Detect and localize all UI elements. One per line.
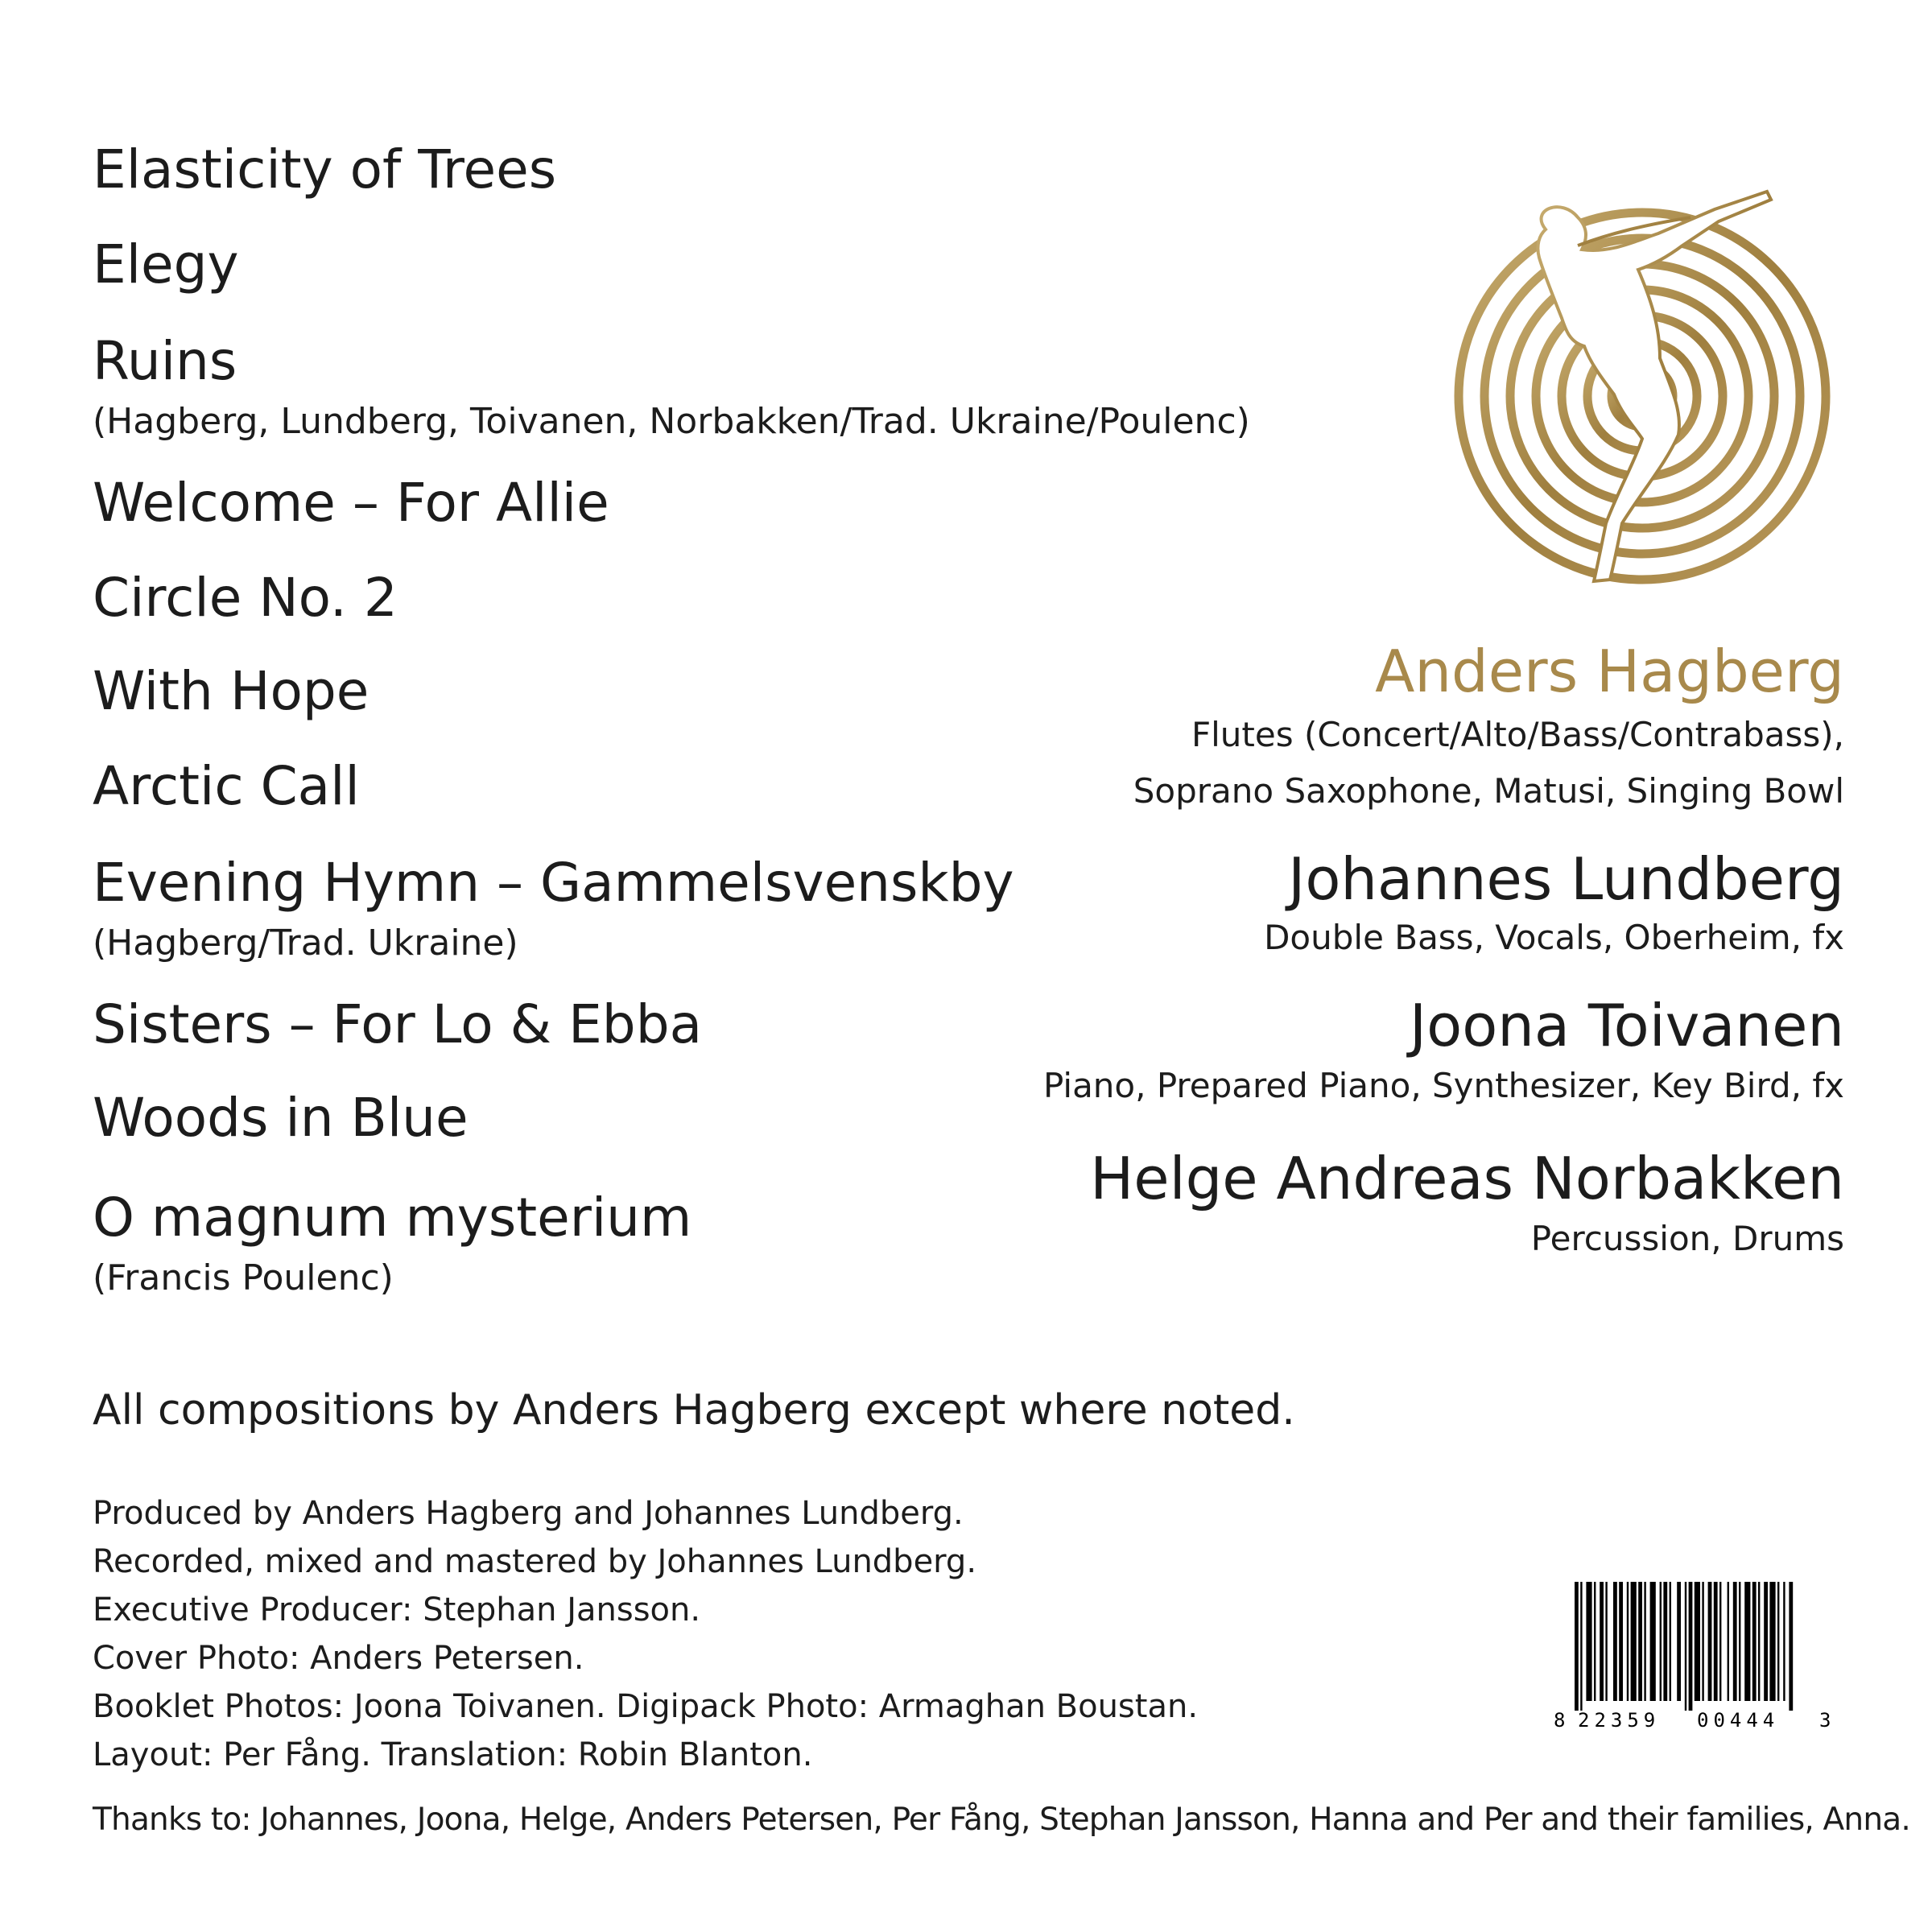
musician-instruments: Soprano Saxophone, Matusi, Singing Bowl [1133, 771, 1844, 811]
musician-johannes-lundberg [1264, 845, 1844, 966]
musician-name: Anders Hagberg [1375, 638, 1844, 705]
barcode-bar [1744, 1582, 1750, 1701]
barcode-bar [1689, 1582, 1693, 1711]
track-credit: (Hagberg/Trad. Ukraine) [93, 923, 518, 964]
musician-joona-toivanen [1043, 992, 1844, 1114]
barcode-bar [1752, 1582, 1757, 1701]
barcode-bar [1627, 1582, 1629, 1701]
track-credit: (Francis Poulenc) [93, 1257, 394, 1298]
track-item [93, 660, 369, 722]
musician-helge-norbakken [1090, 1145, 1844, 1267]
barcode-bar [1739, 1582, 1740, 1701]
barcode-bar [1644, 1582, 1645, 1701]
barcode-bar [1764, 1582, 1768, 1701]
track-title: Ruins [93, 330, 237, 392]
barcode-bar [1660, 1582, 1662, 1701]
track-item [93, 233, 239, 295]
track-title: Woods in Blue [93, 1087, 469, 1149]
barcode-bar [1605, 1582, 1607, 1701]
barcode-bar [1650, 1582, 1656, 1701]
barcode-bar [1728, 1582, 1729, 1701]
barcode-bar [1670, 1582, 1671, 1701]
track-item [93, 138, 557, 200]
barcode-bar [1677, 1582, 1681, 1701]
barcode-bar [1695, 1582, 1700, 1701]
production-credits [93, 1489, 1198, 1779]
musician-instruments: Flutes (Concert/Alto/Bass/Contrabass), [1191, 715, 1844, 754]
barcode-bar [1613, 1582, 1617, 1701]
barcode-right-digits: 00444 [1697, 1709, 1780, 1731]
musician-name: Helge Andreas Norbakken [1090, 1145, 1844, 1212]
barcode-bar [1594, 1582, 1596, 1701]
musician-instruments: Double Bass, Vocals, Oberheim, fx [1264, 918, 1844, 957]
barcode-bars [1575, 1582, 1793, 1711]
barcode-bar [1619, 1582, 1623, 1701]
barcode-bar [1777, 1582, 1779, 1701]
credit-line: Produced by Anders Hagberg and Johannes Lundberg. [93, 1495, 964, 1532]
track-item [93, 1087, 469, 1149]
track-title: O magnum mysterium [93, 1187, 692, 1249]
barcode-bar [1708, 1582, 1712, 1701]
track-item [93, 472, 609, 534]
barcode-bar [1733, 1582, 1737, 1701]
barcode-bar [1758, 1582, 1760, 1701]
credit-line: Layout: Per Fång. Translation: Robin Blanton. [93, 1736, 813, 1773]
track-item [93, 567, 398, 629]
credit-line: Recorded, mixed and mastered by Johannes Lundberg. [93, 1543, 977, 1580]
track-title: With Hope [93, 660, 369, 722]
track-item [93, 1187, 692, 1298]
track-title: Circle No. 2 [93, 567, 398, 629]
thanks-line: Thanks to: Johannes, Joona, Helge, Anders Petersen, Per Fång, Stephan Jansson, Hanna and Per and their families, Anna. [93, 1802, 1910, 1838]
barcode-bar [1789, 1582, 1793, 1711]
barcode-bar [1685, 1582, 1686, 1711]
credit-line: Booklet Photos: Joona Toivanen. Digipack Photo: Armaghan Boustan. [93, 1688, 1199, 1725]
track-item [93, 993, 703, 1055]
barcode-bar [1663, 1582, 1667, 1701]
musician-name: Johannes Lundberg [1288, 845, 1844, 913]
musician-instruments: Piano, Prepared Piano, Synthesizer, Key Bird, fx [1043, 1066, 1844, 1105]
track-title: Welcome – For Allie [93, 472, 609, 534]
credit-line: Cover Photo: Anders Petersen. [93, 1640, 584, 1677]
track-title: Sisters – For Lo & Ebba [93, 993, 703, 1055]
barcode-bar [1769, 1582, 1775, 1701]
barcode-bar [1714, 1582, 1718, 1701]
barcode-bar [1580, 1582, 1582, 1711]
musician-name: Joona Toivanen [1409, 992, 1844, 1059]
track-item [93, 852, 1014, 964]
track-item [93, 330, 1250, 442]
track-title: Arctic Call [93, 755, 360, 817]
musician-instruments: Percussion, Drums [1530, 1219, 1844, 1258]
track-item [93, 755, 360, 817]
track-credit: (Hagberg, Lundberg, Toivanen, Norbakken/Trad. Ukraine/Poulenc) [93, 401, 1250, 442]
barcode-first-digit: 8 [1554, 1709, 1566, 1731]
barcode-left-digits: 22359 [1578, 1709, 1661, 1731]
barcode-bar [1631, 1582, 1637, 1701]
barcode-bar [1575, 1582, 1579, 1711]
barcode-bar [1586, 1582, 1591, 1701]
barcode-last-digit: 3 [1819, 1709, 1831, 1731]
barcode [1546, 1582, 1835, 1731]
barcode-bar [1783, 1582, 1785, 1701]
barcode-bar [1719, 1582, 1721, 1701]
barcode-bar [1702, 1582, 1703, 1701]
flute-player-logo [1449, 185, 1835, 588]
track-title: Evening Hymn – Gammelsvenskby [93, 852, 1014, 914]
barcode-bar [1638, 1582, 1642, 1701]
barcode-bar [1600, 1582, 1604, 1701]
track-title: Elasticity of Trees [93, 138, 557, 200]
musician-anders-hagberg [1133, 638, 1844, 819]
track-title: Elegy [93, 233, 239, 295]
credit-line: Executive Producer: Stephan Jansson. [93, 1591, 701, 1629]
composition-note: All compositions by Anders Hagberg except where noted. [93, 1386, 1295, 1435]
